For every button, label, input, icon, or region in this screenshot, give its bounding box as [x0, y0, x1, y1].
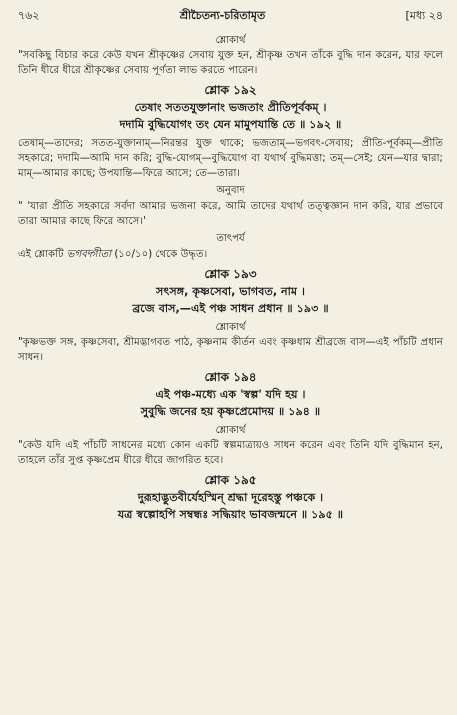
verse-line: দুরূহাদ্ভুতবীর্যেহস্মিন্ শ্রদ্ধা দূরেহস্তু পঞ্চকে ।	[137, 491, 324, 505]
tatparya-label: তাৎপর্য	[216, 233, 245, 245]
translation-label: শ্লোকার্থ	[215, 321, 246, 333]
tatparya-source: ভগবদ্গীতা	[66, 248, 112, 260]
verse-number-192: শ্লোক ১৯২	[204, 83, 257, 97]
anuvad-text: " 'যারা প্রীতি সহকারে সর্বদা আমার ভজনা করে, আমি তাদের যথার্থ তত্ত্বজ্ঞান দান করি, যার প্রভাবে তারা আমার কাছে ফিরে আসে।'	[18, 200, 443, 227]
verse-number-194: শ্লোক ১৯৪	[204, 369, 257, 384]
translation-text: "সবকিছু বিচার করে কেউ যখন শ্রীকৃষ্ণের সেবায় যুক্ত হন, শ্রীকৃষ্ণ তখন তাঁকে বুদ্ধি দান করেন, যার ফলে তিনি ধীরে ধীরে শ্রীকৃষ্ণের সেবায় পূর্ণতা লাভ করতে পারেন।	[18, 50, 443, 77]
anuvad-label: অনুবাদ	[216, 185, 245, 197]
translation-label: শ্লোকার্থ	[215, 424, 246, 436]
verse-line: তেষাং সততযুক্তানাং ভজতাং প্রীতিপূর্বকম্ ।	[134, 101, 327, 115]
translation-text: "কৃষ্ণভক্ত সঙ্গ, কৃষ্ণসেবা, শ্রীমদ্ভাগবত পাঠ, কৃষ্ণনাম কীর্তন এবং কৃষ্ণধাম শ্রীব্রজে বাস—এই পাঁচটি প্রধান সাধন।	[18, 337, 443, 363]
page-header	[18, 8, 443, 24]
verse-line: এই পঞ্চ-মধ্যে এক 'স্বল্প' যদি হয় ।	[155, 388, 306, 402]
tatparya-pre: এই শ্লোকটি	[18, 248, 67, 260]
page-number: ৭৬২	[18, 9, 40, 22]
verse-195	[18, 490, 443, 524]
verse-193	[18, 284, 443, 318]
translation-label: শ্লোকার্থ	[215, 34, 246, 46]
verse-line: ব্রজে বাস,—এই পঞ্চ সাধন প্রধান ॥ ১৯৩ ॥	[132, 301, 329, 315]
tatparya-text	[18, 248, 443, 263]
verse-line: যত্র স্বল্পোহপি সম্বন্ধঃ সদ্ধিয়াং ভাবজন্মনে ॥ ১৯৫ ॥	[117, 507, 344, 521]
tatparya-post: (১০/১০) থেকে উদ্ধৃত।	[111, 248, 208, 260]
verse-line: সৎসঙ্গ, কৃষ্ণসেবা, ভাগবত, নাম ।	[155, 285, 306, 299]
translation-text: "কেউ যদি এই পাঁচটি সাধনের মধ্যে কোন একটি স্বল্পমাত্রায়ও সাধন করেন এবং তিনি যদি বুদ্ধিমান হন, তাহলে তাঁর সুপ্ত কৃষ্ণপ্রেম ধীরে ধীরে জাগরিত হবে।	[18, 440, 443, 466]
chapter-section: [মধ্য ২৪	[405, 9, 443, 22]
verse-line: সুবুদ্ধি জনের হয় কৃষ্ণপ্রেমোদয় ॥ ১৯৪ ॥	[140, 404, 321, 418]
verse-number-193: শ্লোক ১৯৩	[204, 266, 257, 281]
verse-line: দদামি বুদ্ধিযোগং তং যেন মামুপযান্তি তে ॥ ১৯২ ॥	[119, 118, 342, 132]
synonyms-192: তেষাম্—তাদের; সতত-যুক্তানাম্—নিরন্তর যুক্ত থাকে; ভজতাম্—ভগবৎ-সেবায়; প্রীতি-পূর্বকম্—প্রীতি সহকারে; দদামি—আমি দান করি; বুদ্ধি-যোগম্—বুদ্ধিযোগ বা যথার্থ বুদ্ধিমত্তা; তম্—সেই; যেন—যার দ্বারা; মাম্—আমার কাছে; উপযান্তি—ফিরে আসে; তে—তারা।	[18, 137, 443, 179]
verse-number-195: শ্লোক ১৯৫	[204, 472, 257, 487]
verse-192	[18, 100, 443, 134]
book-title: শ্রীচৈতন্য-চরিতামৃত	[179, 9, 266, 22]
verse-194	[18, 387, 443, 421]
